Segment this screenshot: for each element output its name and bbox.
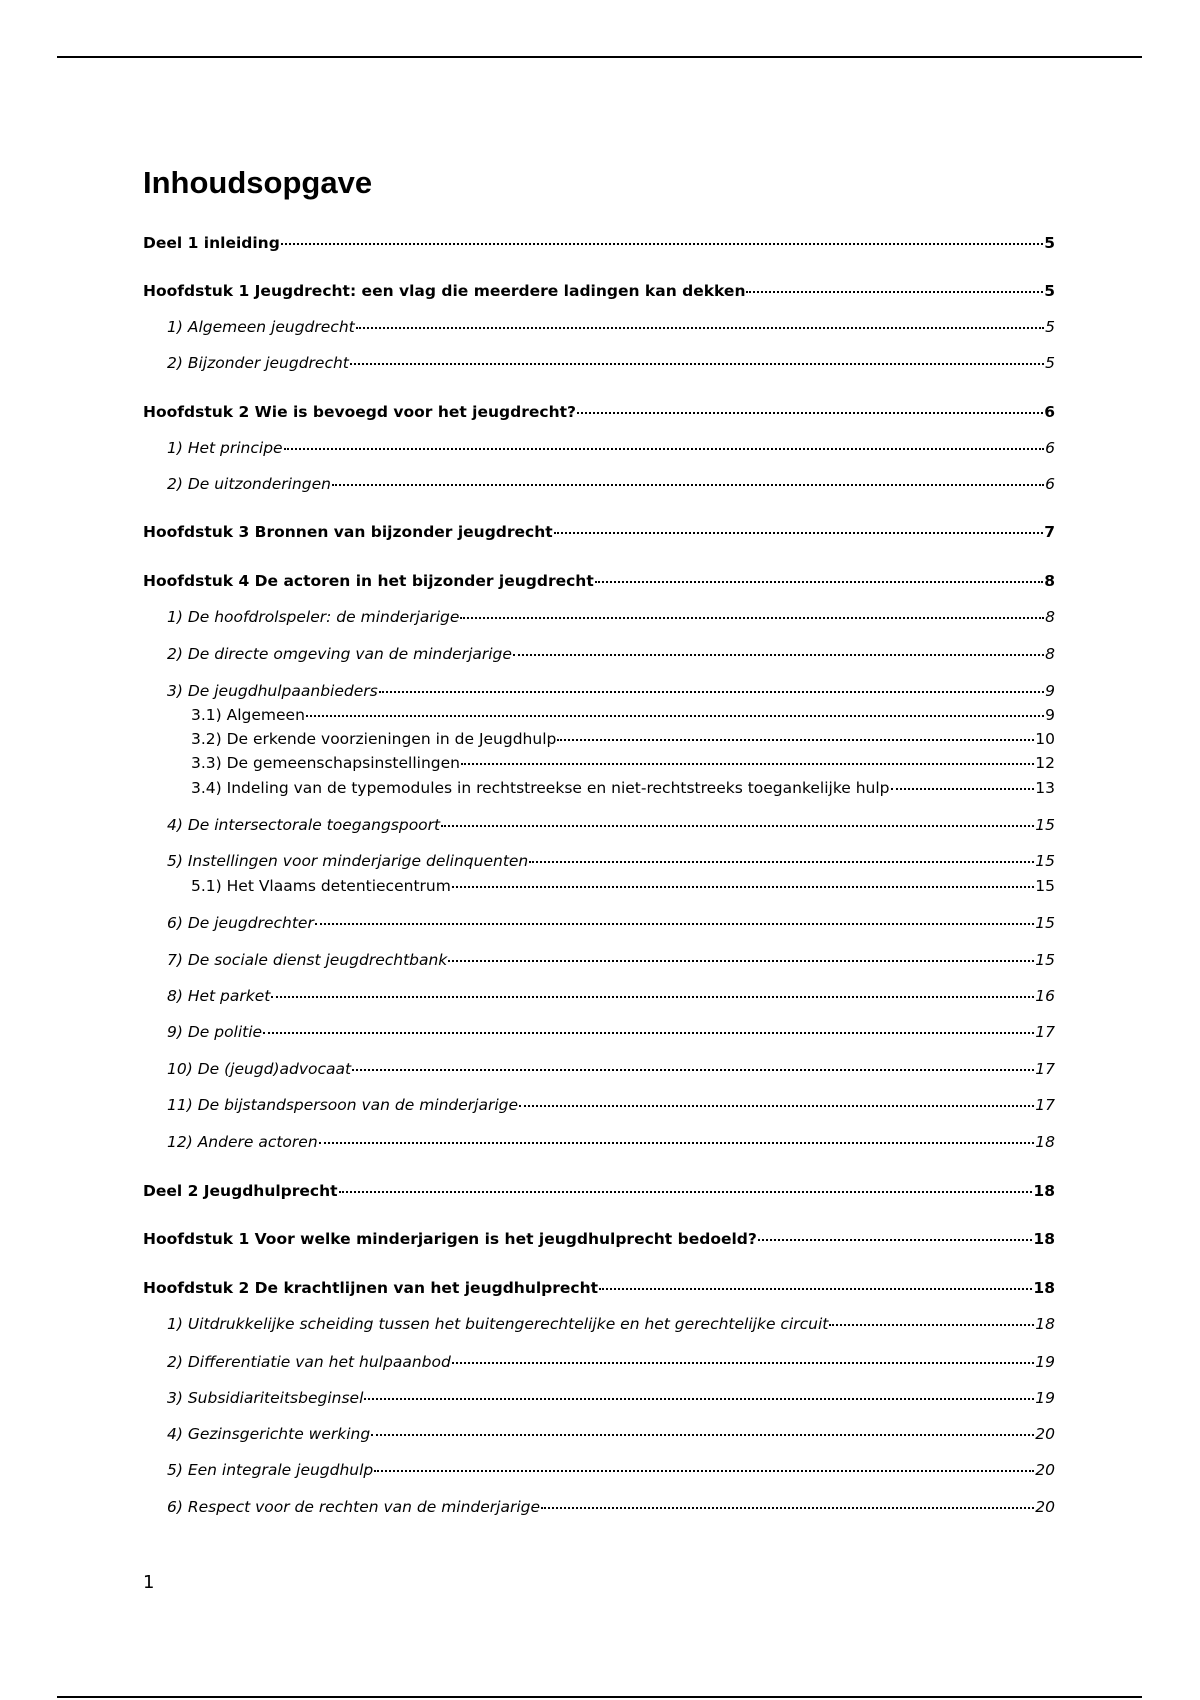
toc-entry[interactable] xyxy=(167,353,1055,373)
toc-entry[interactable] xyxy=(143,571,1055,591)
toc-entry[interactable] xyxy=(167,1314,1055,1334)
page-title: Inhoudsopgave xyxy=(143,165,373,200)
toc-entry[interactable] xyxy=(191,778,1055,798)
toc-entry-page: 15 xyxy=(1035,914,1055,932)
toc-entry-page: 8 xyxy=(1045,608,1055,626)
toc-leader-dots xyxy=(281,242,1043,245)
toc-leader-dots xyxy=(595,580,1043,583)
toc-entry[interactable] xyxy=(167,1460,1055,1480)
toc-leader-dots xyxy=(441,824,1034,827)
toc-entry[interactable] xyxy=(191,876,1055,896)
toc-leader-dots xyxy=(339,1190,1033,1193)
toc-entry-page: 8 xyxy=(1045,645,1055,663)
toc-entry-page: 15 xyxy=(1035,852,1055,870)
toc-leader-dots xyxy=(541,1506,1034,1509)
toc-leader-dots xyxy=(599,1287,1032,1290)
toc-leader-dots xyxy=(758,1238,1033,1241)
toc-entry-label: 3.4) Indeling van de typemodules in rechtstreekse en niet-rechtstreeks toegankelijke hulp xyxy=(191,779,890,797)
toc-leader-dots xyxy=(371,1433,1034,1436)
toc-entry-label: Deel 2 Jeugdhulprecht xyxy=(143,1182,338,1200)
toc-entry-page: 6 xyxy=(1044,403,1055,421)
toc-entry-label: 3) Subsidiariteitsbeginsel xyxy=(167,1389,364,1407)
toc-entry[interactable] xyxy=(143,1278,1055,1298)
toc-entry-page: 13 xyxy=(1035,779,1055,797)
toc-entry-label: 7) De sociale dienst jeugdrechtbank xyxy=(167,951,448,969)
toc-entry[interactable] xyxy=(167,1059,1055,1079)
toc-entry-page: 15 xyxy=(1035,877,1055,895)
toc-entry-label: Hoofdstuk 4 De actoren in het bijzonder jeugdrecht xyxy=(143,572,594,590)
toc-entry[interactable] xyxy=(167,607,1055,627)
toc-entry-label: 1) De hoofdrolspeler: de minderjarige xyxy=(167,608,460,626)
toc-entry-label: 1) Het principe xyxy=(167,439,283,457)
toc-entry[interactable] xyxy=(167,986,1055,1006)
toc-entry-page: 19 xyxy=(1035,1353,1055,1371)
toc-entry[interactable] xyxy=(167,438,1055,458)
toc-entry-page: 15 xyxy=(1035,816,1055,834)
toc-leader-dots xyxy=(577,411,1043,414)
toc-entry-label: Hoofdstuk 2 Wie is bevoegd voor het jeugdrecht? xyxy=(143,403,577,421)
toc-entry[interactable] xyxy=(143,1229,1055,1249)
toc-entry[interactable] xyxy=(167,474,1055,494)
toc-entry-page: 20 xyxy=(1035,1498,1055,1516)
toc-entry-page: 15 xyxy=(1035,951,1055,969)
toc-entry[interactable] xyxy=(167,950,1055,970)
toc-entry-page: 10 xyxy=(1035,730,1055,748)
toc-entry-label: 4) Gezinsgerichte werking xyxy=(167,1425,371,1443)
toc-entry[interactable] xyxy=(143,1181,1055,1201)
toc-entry-page: 16 xyxy=(1035,987,1055,1005)
toc-leader-dots xyxy=(364,1397,1034,1400)
toc-entry-page: 5 xyxy=(1044,234,1055,252)
toc-entry-page: 17 xyxy=(1035,1060,1055,1078)
toc-entry-label: 2) De directe omgeving van de minderjarige xyxy=(167,645,512,663)
toc-entry-page: 17 xyxy=(1035,1023,1055,1041)
toc-entry-label: 1) Uitdrukkelijke scheiding tussen het buitengerechtelijke en het gerechtelijke circuit xyxy=(167,1315,829,1333)
toc-entry[interactable] xyxy=(167,1352,1055,1372)
toc-leader-dots xyxy=(460,616,1044,619)
toc-entry[interactable] xyxy=(143,233,1055,253)
toc-leader-dots xyxy=(332,483,1044,486)
toc-entry[interactable] xyxy=(167,815,1055,835)
toc-leader-dots xyxy=(379,690,1044,693)
toc-entry-page: 18 xyxy=(1033,1230,1055,1248)
page-number: 1 xyxy=(143,1572,155,1593)
toc-leader-dots xyxy=(284,447,1045,450)
toc-leader-dots xyxy=(529,860,1034,863)
toc-leader-dots xyxy=(557,738,1034,741)
toc-entry-label: 4) De intersectorale toegangspoort xyxy=(167,816,441,834)
toc-entry-label: 5) Instellingen voor minderjarige delinquenten xyxy=(167,852,529,870)
toc-leader-dots xyxy=(315,922,1034,925)
toc-leader-dots xyxy=(319,1141,1035,1144)
toc-entry[interactable] xyxy=(143,522,1055,542)
toc-entry[interactable] xyxy=(167,851,1055,871)
toc-entry[interactable] xyxy=(143,281,1055,301)
toc-leader-dots xyxy=(352,1068,1034,1071)
toc-entry-label: 5.1) Het Vlaams detentiecentrum xyxy=(191,877,451,895)
toc-entry-page: 18 xyxy=(1035,1315,1055,1333)
toc-entry-label: 10) De (jeugd)advocaat xyxy=(167,1060,352,1078)
toc-entry-label: 3.1) Algemeen xyxy=(191,706,305,724)
toc-entry-label: Hoofdstuk 2 De krachtlijnen van het jeugdhulprecht xyxy=(143,1279,599,1297)
toc-leader-dots xyxy=(374,1469,1034,1472)
toc-leader-dots xyxy=(448,959,1034,962)
toc-entry[interactable] xyxy=(167,1388,1055,1408)
toc-entry[interactable] xyxy=(167,1497,1055,1517)
toc-leader-dots xyxy=(306,714,1044,717)
toc-entry-page: 7 xyxy=(1044,523,1055,541)
toc-entry-page: 5 xyxy=(1045,354,1055,372)
toc-entry-label: 2) Differentiatie van het hulpaanbod xyxy=(167,1353,451,1371)
toc-entry[interactable] xyxy=(167,1132,1055,1152)
toc-leader-dots xyxy=(513,653,1044,656)
toc-entry-page: 5 xyxy=(1045,318,1055,336)
toc-entry[interactable] xyxy=(191,705,1055,725)
toc-entry-page: 6 xyxy=(1045,475,1055,493)
toc-leader-dots xyxy=(746,290,1043,293)
toc-entry-page: 20 xyxy=(1035,1461,1055,1479)
toc-leader-dots xyxy=(271,995,1034,998)
toc-entry-label: 1) Algemeen jeugdrecht xyxy=(167,318,355,336)
toc-entry-page: 9 xyxy=(1045,706,1055,724)
toc-entry-page: 18 xyxy=(1035,1133,1055,1151)
toc-entry-label: 6) De jeugdrechter xyxy=(167,914,314,932)
toc-entry[interactable] xyxy=(167,1095,1055,1115)
toc-entry[interactable] xyxy=(143,402,1055,422)
footer-rule xyxy=(57,1696,1142,1698)
toc-entry-page: 17 xyxy=(1035,1096,1055,1114)
toc-entry-label: Hoofdstuk 1 Jeugdrecht: een vlag die meerdere ladingen kan dekken xyxy=(143,282,746,300)
toc-entry-page: 6 xyxy=(1045,439,1055,457)
toc-entry[interactable] xyxy=(191,753,1055,773)
toc-leader-dots xyxy=(452,1361,1034,1364)
toc-leader-dots xyxy=(891,787,1035,790)
toc-leader-dots xyxy=(263,1031,1034,1034)
toc-entry[interactable] xyxy=(191,729,1055,749)
toc-entry[interactable] xyxy=(167,644,1055,664)
toc-entry-page: 9 xyxy=(1045,682,1055,700)
toc-entry-label: 2) Bijzonder jeugdrecht xyxy=(167,354,349,372)
toc-entry-label: Hoofdstuk 3 Bronnen van bijzonder jeugdrecht xyxy=(143,523,553,541)
toc-entry-label: 6) Respect voor de rechten van de minderjarige xyxy=(167,1498,541,1516)
toc-entry[interactable] xyxy=(167,317,1055,337)
toc-leader-dots xyxy=(554,531,1044,534)
toc-entry-label: 3.3) De gemeenschapsinstellingen xyxy=(191,754,460,772)
toc-leader-dots xyxy=(829,1323,1034,1326)
toc-entry-page: 20 xyxy=(1035,1425,1055,1443)
toc-leader-dots xyxy=(519,1104,1034,1107)
toc-entry-label: 8) Het parket xyxy=(167,987,271,1005)
toc-entry-label: 9) De politie xyxy=(167,1023,263,1041)
toc-entry[interactable] xyxy=(167,913,1055,933)
toc-entry-page: 19 xyxy=(1035,1389,1055,1407)
toc-leader-dots xyxy=(452,885,1034,888)
toc-entry-label: 12) Andere actoren xyxy=(167,1133,318,1151)
toc-entry-label: Hoofdstuk 1 Voor welke minderjarigen is het jeugdhulprecht bedoeld? xyxy=(143,1230,757,1248)
toc-entry[interactable] xyxy=(167,681,1055,701)
toc-entry[interactable] xyxy=(167,1022,1055,1042)
toc-entry-label: 11) De bijstandspersoon van de minderjarige xyxy=(167,1096,519,1114)
toc-entry-page: 5 xyxy=(1044,282,1055,300)
toc-entry[interactable] xyxy=(167,1424,1055,1444)
toc-leader-dots xyxy=(350,362,1044,365)
toc-leader-dots xyxy=(356,326,1044,329)
toc-entry-page: 18 xyxy=(1033,1182,1055,1200)
toc-leader-dots xyxy=(461,762,1034,765)
toc-entry-label: 3) De jeugdhulpaanbieders xyxy=(167,682,378,700)
toc-entry-page: 18 xyxy=(1033,1279,1055,1297)
toc-entry-page: 8 xyxy=(1044,572,1055,590)
toc-entry-label: 5) Een integrale jeugdhulp xyxy=(167,1461,374,1479)
toc-entry-label: 2) De uitzonderingen xyxy=(167,475,331,493)
toc-entry-label: 3.2) De erkende voorzieningen in de Jeugdhulp xyxy=(191,730,557,748)
toc-entry-label: Deel 1 inleiding xyxy=(143,234,280,252)
toc-entry-page: 12 xyxy=(1035,754,1055,772)
